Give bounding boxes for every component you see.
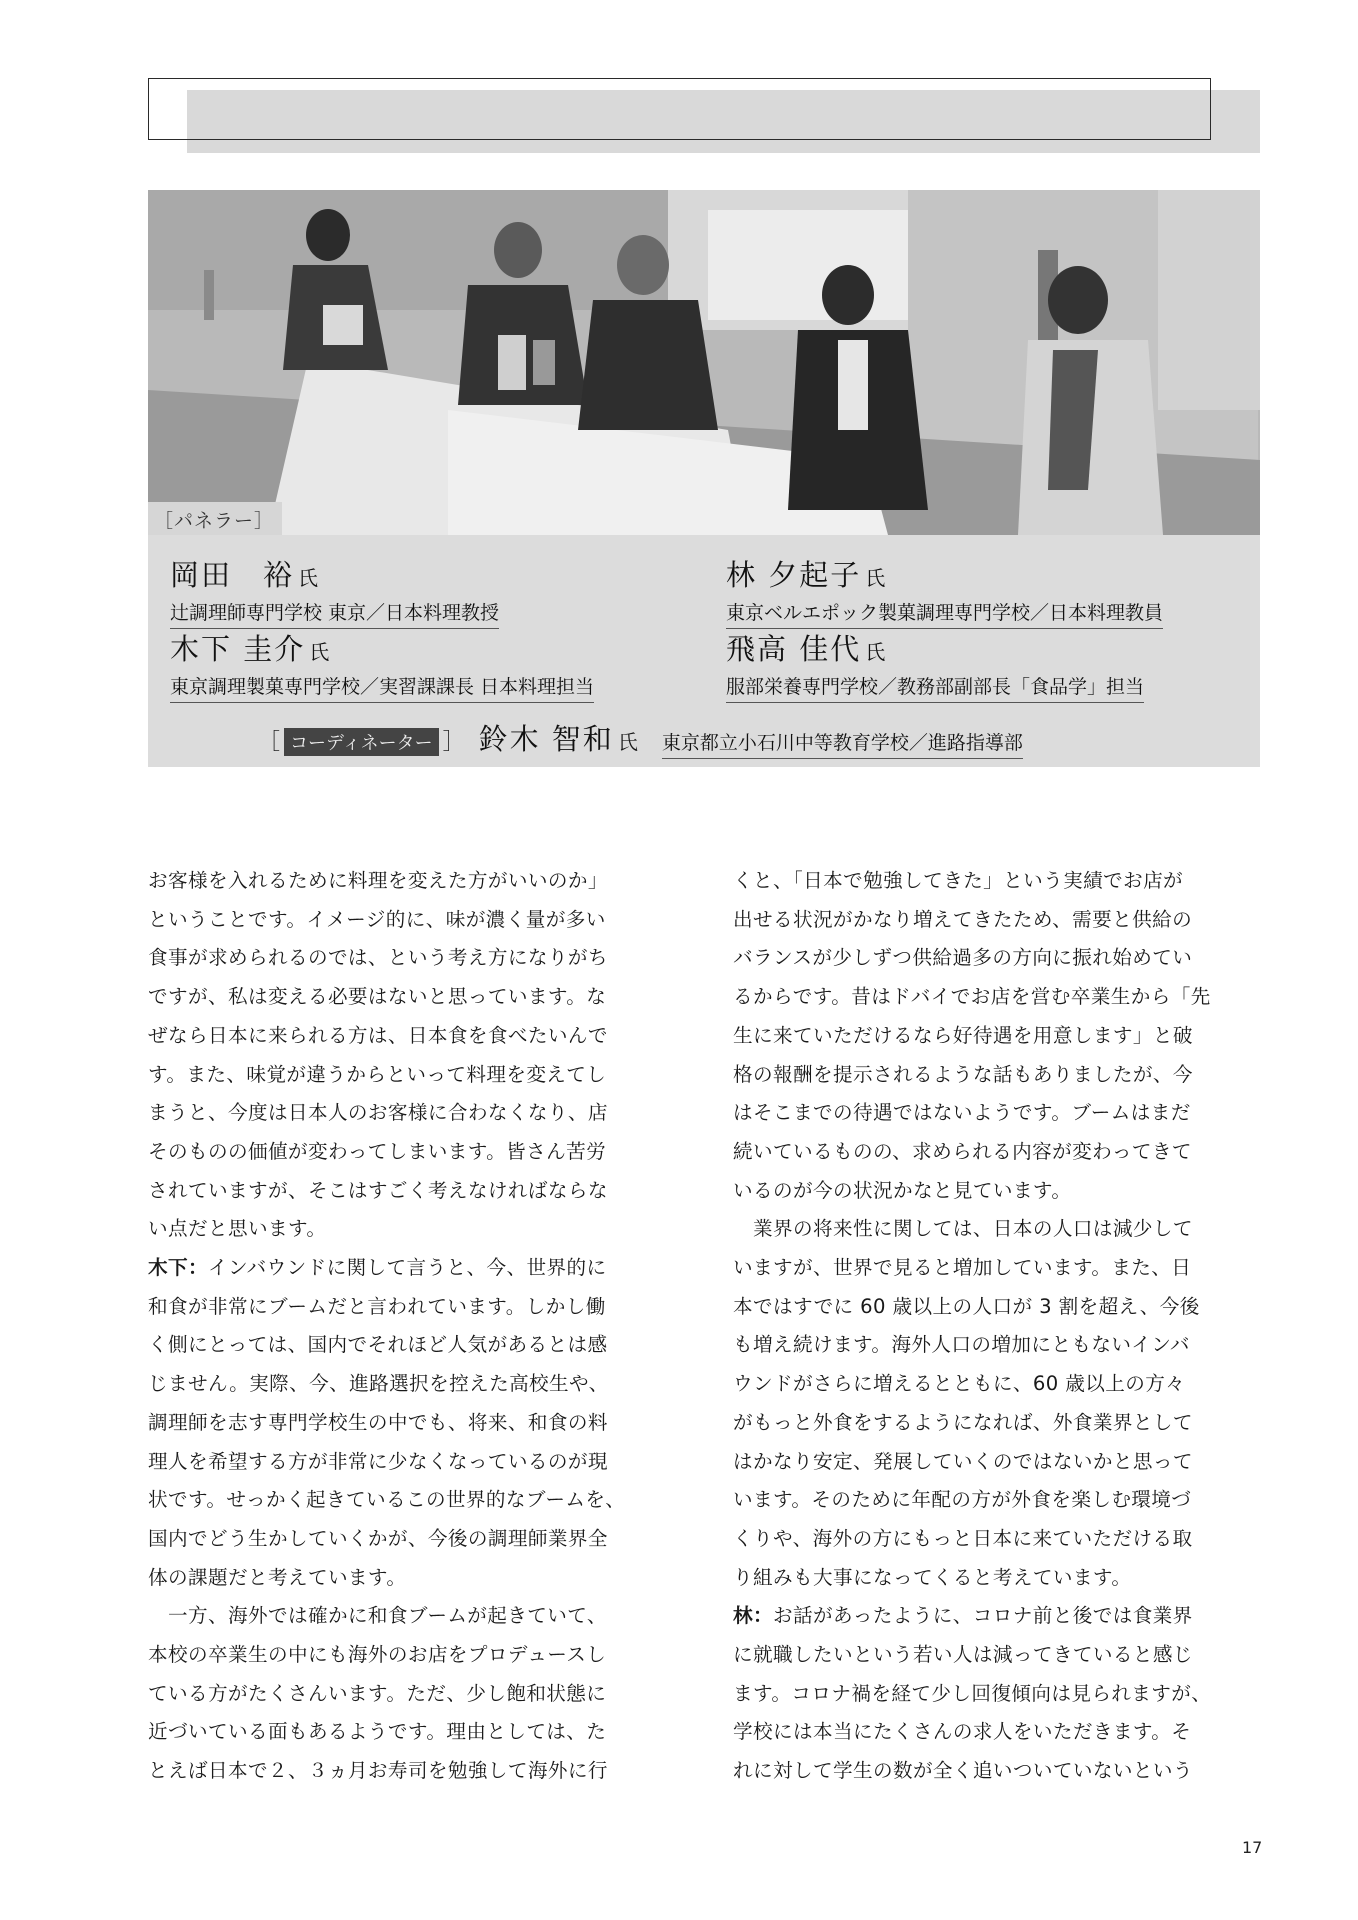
- body-line: お客様を入れるために料理を変えた方がいいのか」: [148, 869, 608, 892]
- body-line: 体の課題だと考えています。: [148, 1565, 407, 1589]
- body-line: います。そのために年配の方が外食を楽しむ環境づ: [733, 1488, 1192, 1512]
- body-line: 近づいている面もあるようです。理由としては、た: [148, 1720, 607, 1744]
- coordinator-open-bracket: ［: [258, 730, 281, 755]
- body-line-speaker: [733, 1597, 1263, 1636]
- body-line-speaker: [148, 1249, 678, 1288]
- body-line: されていますが、そこはすごく考えなければならな: [148, 1178, 608, 1202]
- panelist-hayashi: [726, 553, 1163, 629]
- body-line: はそこまでの待遇ではないようです。ブームはまだ: [733, 1101, 1191, 1125]
- body-line: じません。実際、今、進路選択を控えた高校生や、: [148, 1372, 609, 1396]
- panelist-kinoshita: [170, 627, 594, 703]
- body-line: す。また、味覚が違うからといって料理を変えてし: [148, 1062, 607, 1086]
- body-line: ている方がたくさんいます。ただ、少し飽和状態に: [148, 1681, 607, 1705]
- honorific: 氏: [298, 566, 319, 590]
- panel-photo-image: [148, 190, 1260, 535]
- body-line: ウンドがさらに増えるとともに、60 歳以上の方々: [733, 1372, 1186, 1396]
- panelist-name: 木下 圭介: [170, 632, 306, 666]
- coordinator-affiliation: 東京都立小石川中等教育学校／進路指導部: [662, 728, 1023, 759]
- body-line: 格の報酬を提示されるような話もありましたが、今: [733, 1062, 1193, 1086]
- body-line: に就職したいという若い人は減ってきていると感じ: [733, 1643, 1193, 1667]
- body-line: れに対して学生の数が全く追いついていないという: [733, 1759, 1193, 1783]
- body-column-left: [148, 862, 678, 1791]
- coordinator: [258, 717, 1023, 759]
- panelist-name: 林 夕起子: [726, 558, 862, 592]
- body-line: 状です。せっかく起きているこの世界的なブームを、: [148, 1488, 626, 1512]
- speaker-label: 林：: [733, 1604, 773, 1628]
- panelist-hidaka: [726, 627, 1144, 703]
- body-line: 調理師を志す専門学校生の中でも、将来、和食の料: [148, 1410, 608, 1434]
- body-line: り組みも大事になってくると考えています。: [733, 1565, 1132, 1589]
- panelist-name: 岡田 裕: [170, 558, 295, 592]
- body-line: 国内でどう生かしていくかが、今後の調理師業界全: [148, 1526, 608, 1550]
- body-line: 本ではすでに 60 歳以上の人口が 3 割を超え、今後: [733, 1294, 1200, 1318]
- panelist-affiliation: 服部栄養専門学校／教務部副部長「食品学」担当: [726, 672, 1144, 703]
- body-line: はかなり安定、発展していくのではないかと思って: [733, 1449, 1193, 1473]
- body-line: 続いているものの、求められる内容が変わってきて: [733, 1139, 1192, 1163]
- body-line: くと、「日本で勉強してきた」という実績でお店が: [733, 869, 1184, 892]
- panelist-name: 飛高 佳代: [726, 632, 862, 666]
- body-line-text: お話があったように、コロナ前と後では食業界: [773, 1604, 1193, 1628]
- body-line: まうと、今度は日本人のお客様に合わなくなり、店: [148, 1101, 608, 1125]
- body-line: いるのが今の状況かなと見ています。: [733, 1178, 1072, 1202]
- body-line: ということです。イメージ的に、味が濃く量が多い: [148, 907, 606, 931]
- panelist-okada: [170, 553, 499, 629]
- panel-discussion-block: [148, 190, 1260, 767]
- honorific: 氏: [865, 640, 886, 664]
- panelist-affiliation: 辻調理師専門学校 東京／日本料理教授: [170, 598, 499, 629]
- coordinator-label: コーディネーター: [284, 728, 439, 756]
- body-line: 出せる状況がかなり増えてきたため、需要と供給の: [733, 907, 1193, 931]
- body-line: 食事が求められるのでは、という考え方になりがち: [148, 946, 608, 970]
- body-line: くりや、海外の方にもっと日本に来ていただける取: [733, 1526, 1193, 1550]
- body-line: ですが、私は変える必要はないと思っています。な: [148, 985, 607, 1009]
- body-line-text: インバウンドに関して言うと、今、世界的に: [207, 1256, 607, 1280]
- body-line: ます。コロナ禍を経て少し回復傾向は見られますが、: [733, 1681, 1212, 1705]
- body-line: 本校の卒業生の中にも海外のお店をプロデュースし: [148, 1643, 607, 1667]
- body-line: 理人を希望する方が非常に少なくなっているのが現: [148, 1449, 608, 1473]
- panel-photo: [148, 190, 1260, 535]
- body-line: 学校には本当にたくさんの求人をいただきます。そ: [733, 1720, 1192, 1744]
- body-line: とえば日本で２、３ヵ月お寿司を勉強して海外に行: [148, 1759, 608, 1783]
- body-line: 和食が非常にブームだと言われています。しかし働: [148, 1294, 606, 1318]
- honorific: 氏: [617, 730, 638, 754]
- honorific: 氏: [309, 640, 330, 664]
- panelist-label: ［パネラー］: [148, 502, 282, 535]
- body-line: がもっと外食をするようになれば、外食業界として: [733, 1410, 1193, 1434]
- body-line: い点だと思います。: [148, 1217, 327, 1241]
- body-column-right: [733, 862, 1263, 1791]
- speaker-label: 木下：: [148, 1256, 208, 1280]
- body-line: そのものの価値が変わってしまいます。皆さん苦労: [148, 1139, 607, 1163]
- body-line: 一方、海外では確かに和食ブームが起きていて、: [148, 1604, 607, 1628]
- body-line: ぜなら日本に来られる方は、日本食を食べたいんで: [148, 1023, 608, 1047]
- body-line: 業界の将来性に関しては、日本の人口は減少して: [733, 1217, 1193, 1241]
- body-line: 生に来ていただけるなら好待遇を用意します」と破: [733, 1023, 1193, 1047]
- body-line: バランスが少しずつ供給過多の方向に振れ始めてい: [733, 946, 1193, 970]
- page-number: 17: [1242, 1838, 1263, 1857]
- coordinator-close-bracket: ］: [442, 730, 465, 755]
- coordinator-name: 鈴木 智和: [478, 722, 614, 756]
- body-line: く側にとっては、国内でそれほど人気があるとは感: [148, 1333, 608, 1357]
- body-line: るからです。昔はドバイでお店を営む卒業生から「先: [733, 985, 1211, 1009]
- body-line: も増え続けます。海外人口の増加にともないインバ: [733, 1333, 1190, 1357]
- honorific: 氏: [865, 566, 886, 590]
- header-frame: [148, 78, 1211, 140]
- panelist-affiliation: 東京調理製菓専門学校／実習課課長 日本料理担当: [170, 672, 594, 703]
- panelist-affiliation: 東京ベルエポック製菓調理専門学校／日本料理教員: [726, 598, 1163, 629]
- body-line: いますが、世界で見ると増加しています。また、日: [733, 1256, 1192, 1280]
